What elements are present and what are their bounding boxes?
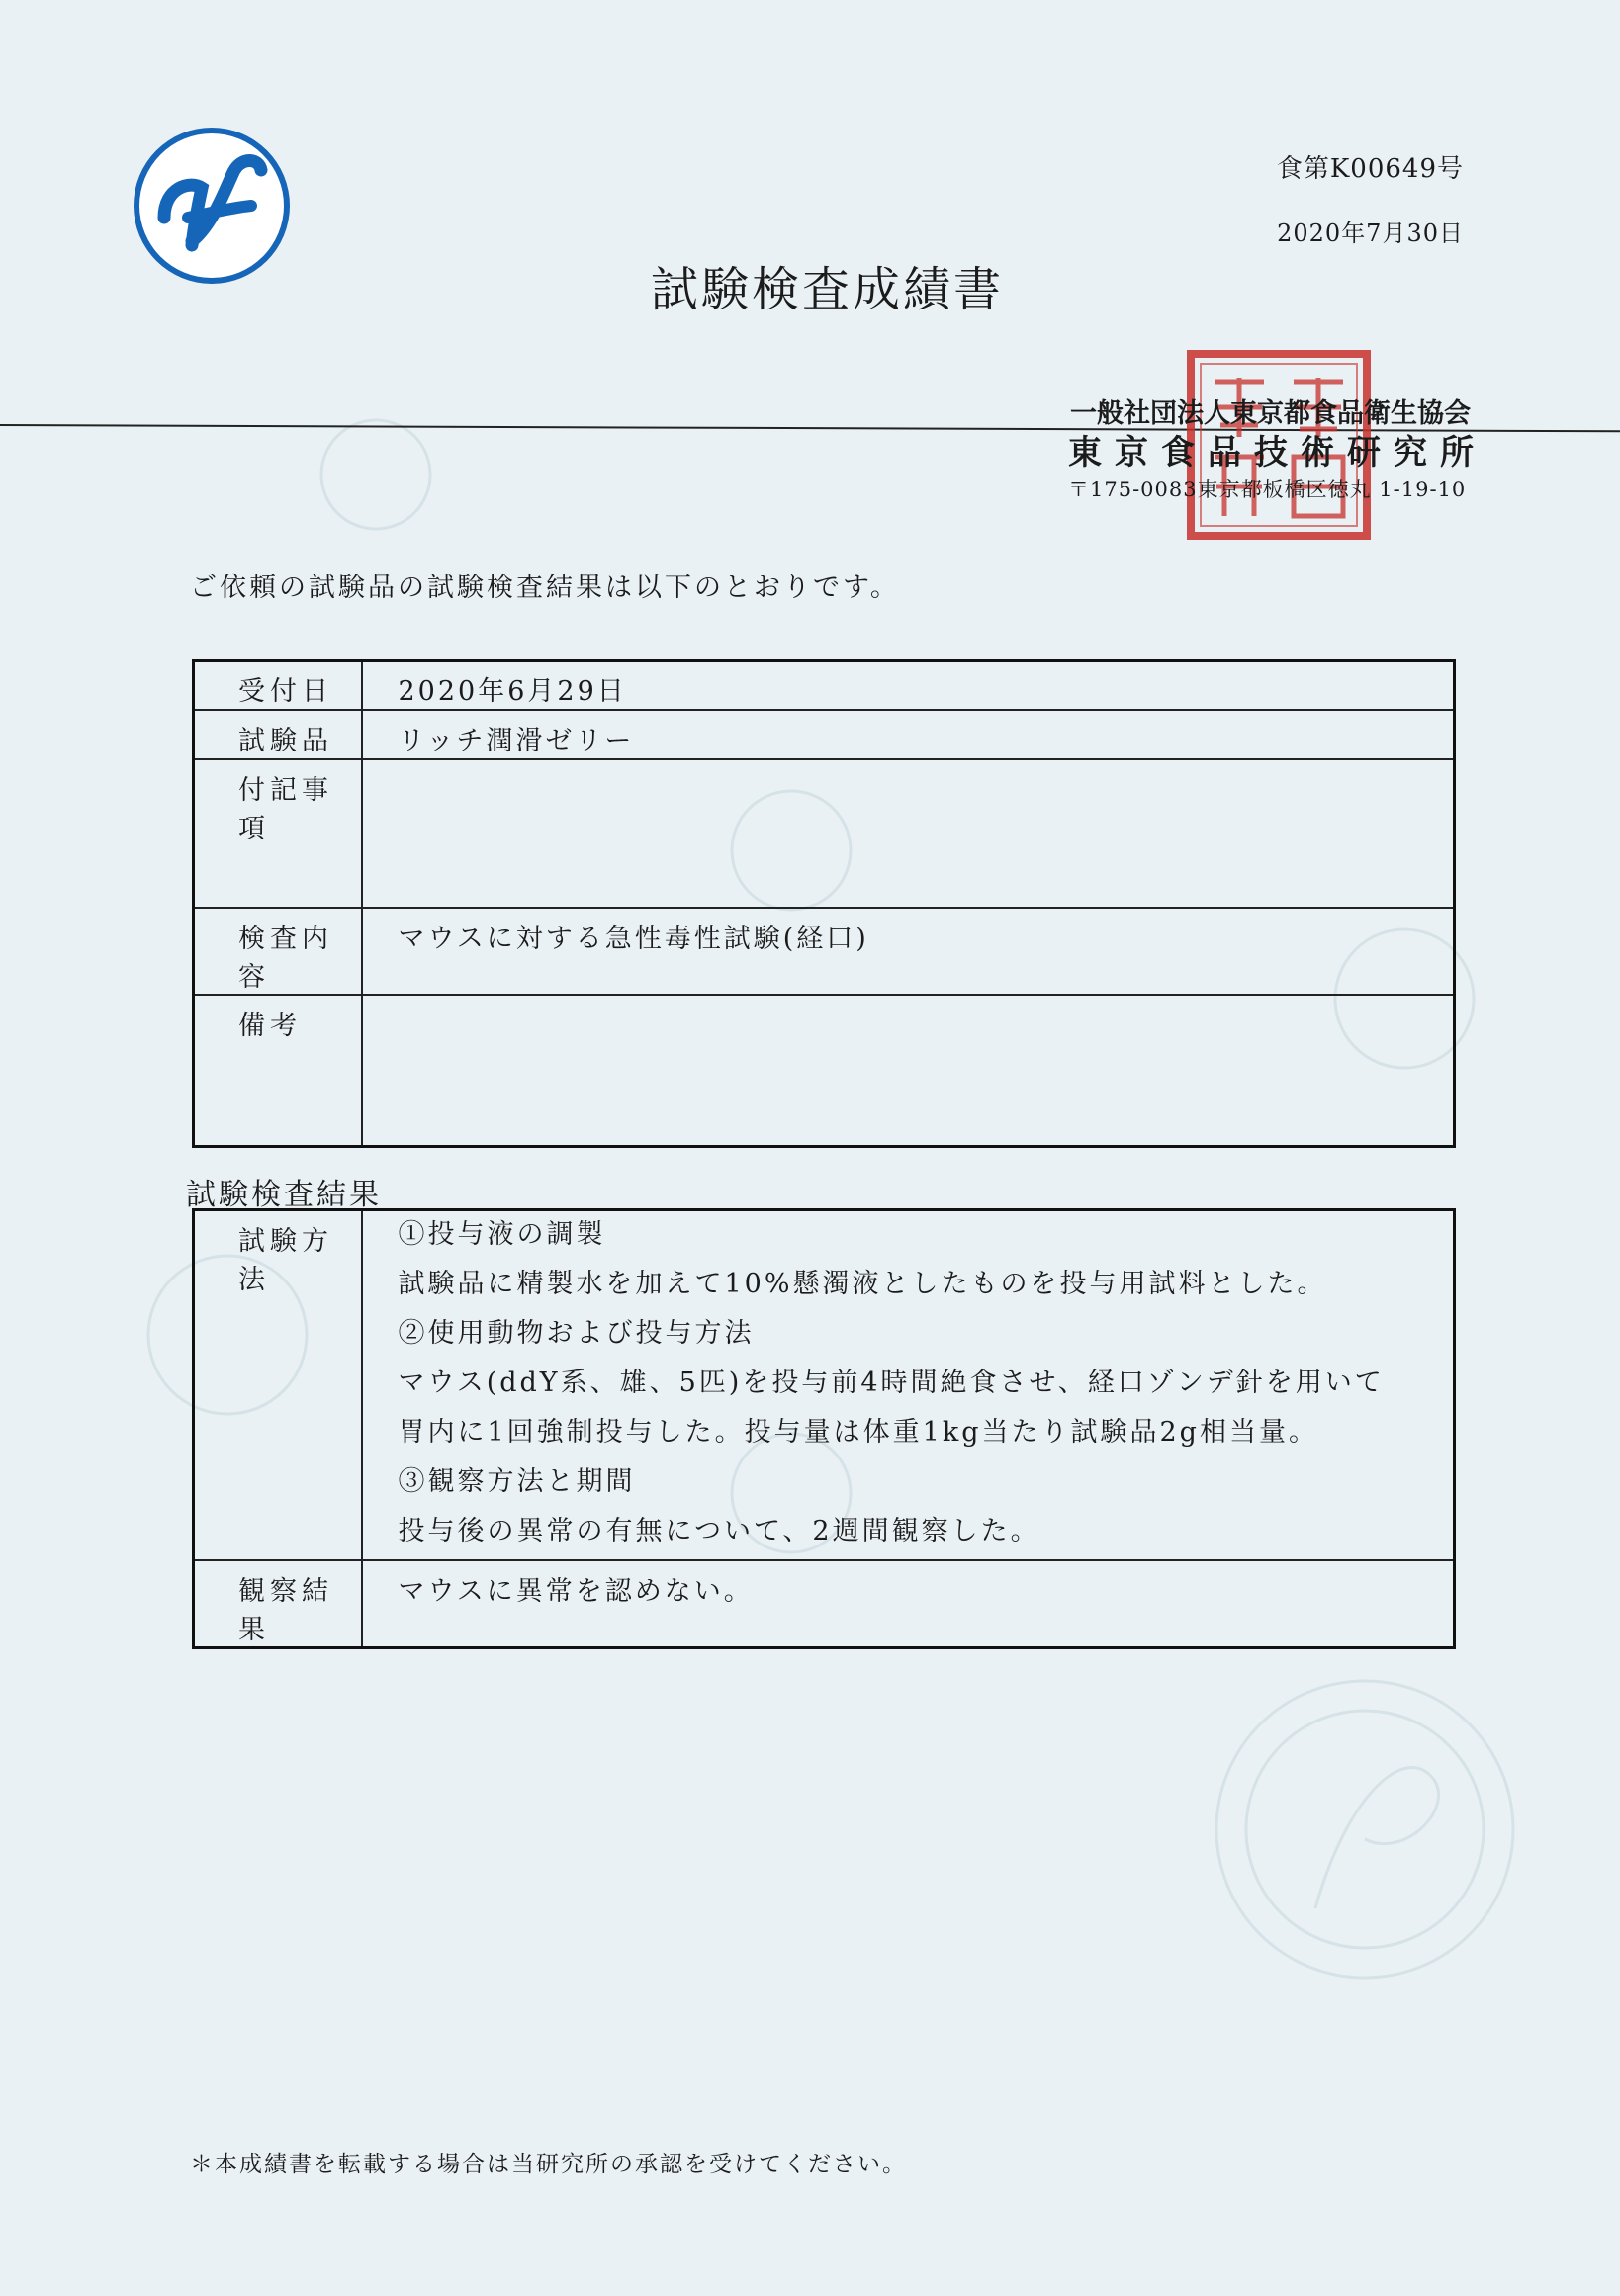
table-row [194, 1560, 1455, 1648]
method-line: マウス(ddY系、雄、5匹)を投与前4時間絶食させ、経口ゾンデ針を用いて [398, 1368, 1385, 1398]
table-row [194, 1210, 1455, 1561]
row-value: マウスに対する急性毒性試験(経口) [362, 908, 1455, 995]
request-info-table [192, 659, 1456, 1148]
method-label: 試験方法 [194, 1210, 362, 1561]
document-number: 食第K00649号 [1276, 154, 1464, 184]
table-row [194, 661, 1455, 710]
method-line: 投与後の異常の有無について、2週間観察した。 [398, 1516, 1040, 1546]
method-line: ②使用動物および投与方法 [398, 1318, 755, 1349]
method-content [362, 1210, 1455, 1561]
observation-label: 観察結果 [194, 1560, 362, 1648]
table-row [194, 908, 1455, 995]
footnote: ＊本成績書を転載する場合は当研究所の承認を受けてください。 [190, 2152, 907, 2177]
row-label: 試験品 [194, 710, 362, 759]
page-title: 試験検査成績書 [651, 262, 1005, 317]
row-label: 検査内容 [194, 908, 362, 995]
row-label: 付記事項 [194, 759, 362, 908]
issue-date: 2020年7月30日 [1277, 220, 1464, 247]
table-row [194, 759, 1455, 908]
table-row [194, 995, 1455, 1147]
table-row [194, 710, 1455, 759]
results-table [192, 1208, 1456, 1649]
issuer-laboratory: 東京食品技術研究所 [1068, 433, 1486, 473]
row-value: 2020年6月29日 [362, 661, 1455, 710]
observation-value: マウスに異常を認めない。 [362, 1560, 1455, 1648]
row-value [362, 995, 1455, 1147]
association-logo-icon [129, 123, 295, 289]
row-label: 備考 [194, 995, 362, 1147]
method-line: 胃内に1回強制投与した。投与量は体重1kg当たり試験品2g相当量。 [398, 1417, 1318, 1448]
method-line: 試験品に精製水を加えて10%懸濁液としたものを投与用試料とした。 [398, 1269, 1327, 1299]
issuer-address: 〒175-0083東京都板橋区徳丸 1-19-10 [1068, 478, 1467, 501]
results-heading: 試験検査結果 [186, 1178, 382, 1212]
method-line: ①投与液の調製 [398, 1219, 606, 1250]
row-value [362, 759, 1455, 908]
method-line: ③観察方法と期間 [398, 1466, 636, 1497]
intro-text: ご依頼の試験品の試験検査結果は以下のとおりです。 [190, 573, 900, 603]
row-label: 受付日 [194, 661, 362, 710]
row-value: リッチ潤滑ゼリー [362, 710, 1455, 759]
issuer-association: 一般社団法人東京都食品衛生協会 [1070, 398, 1471, 429]
